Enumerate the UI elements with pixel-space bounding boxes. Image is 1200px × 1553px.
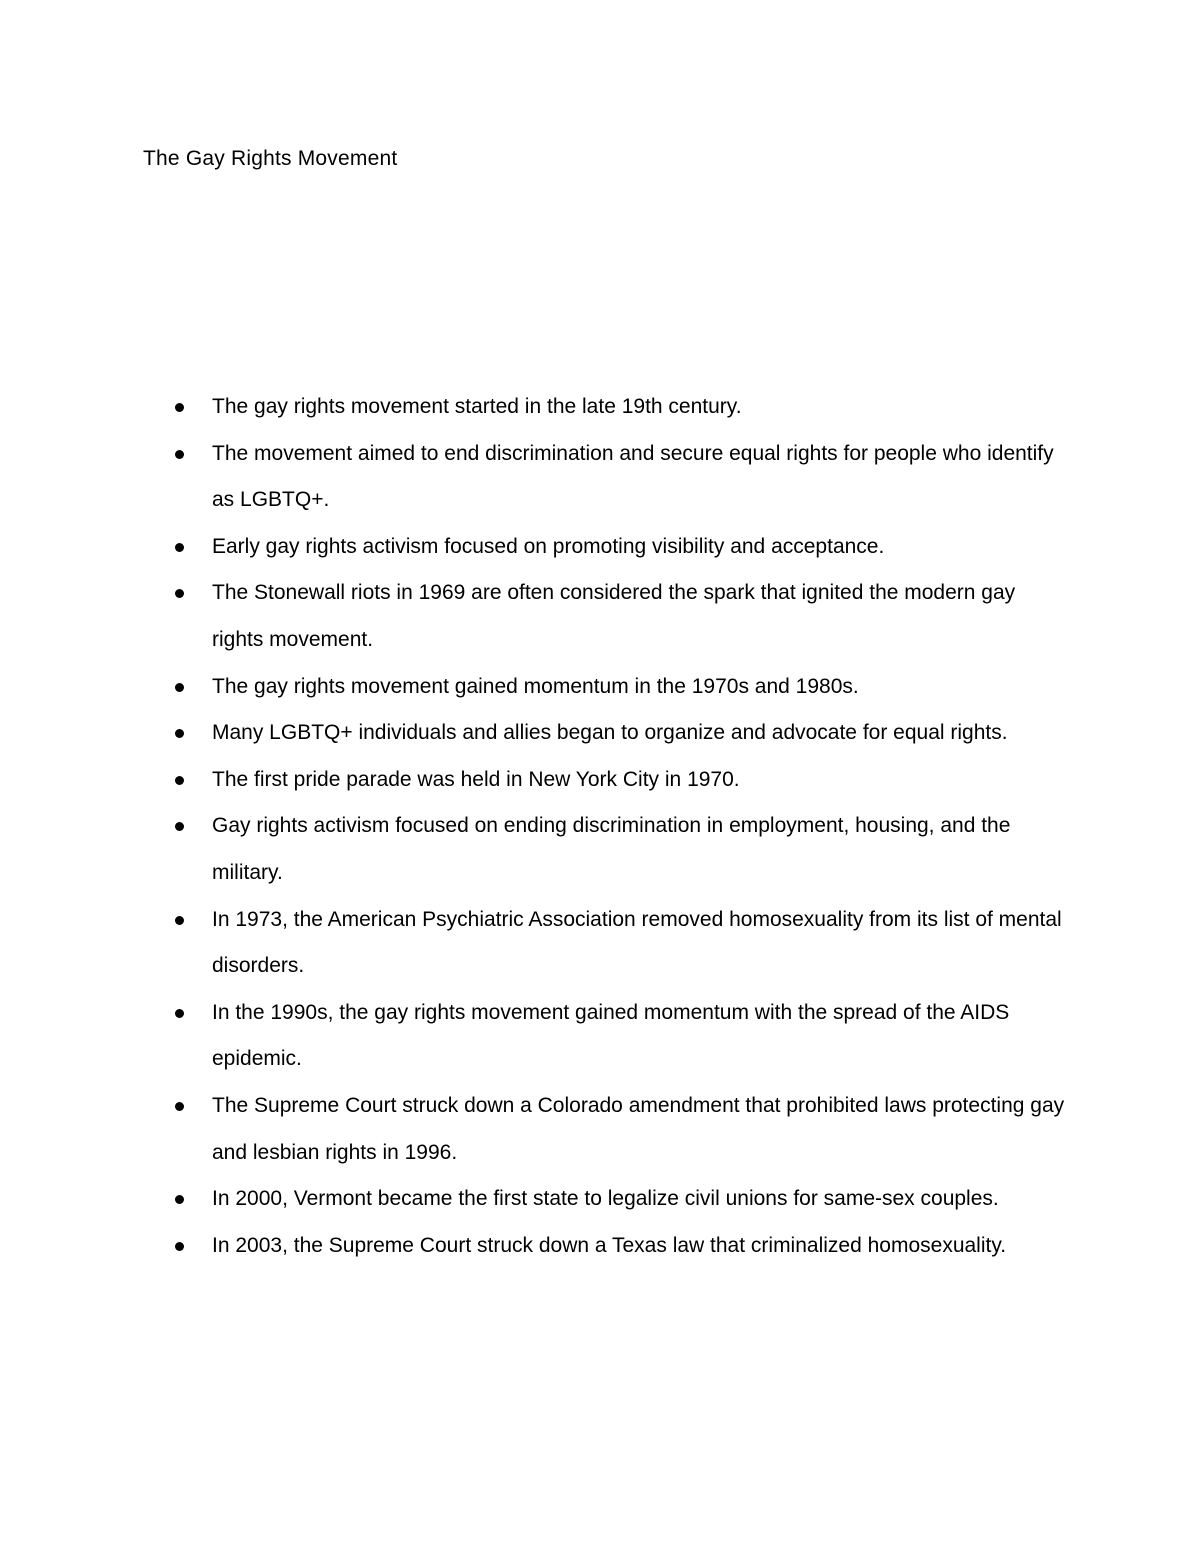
bullet-list bbox=[171, 384, 1071, 1269]
bullet-icon bbox=[175, 776, 184, 785]
list-item-text: Gay rights activism focused on ending discrimination in employment, housing, and the military. bbox=[212, 814, 1011, 884]
list-item bbox=[171, 524, 1071, 571]
bullet-icon bbox=[175, 1242, 184, 1251]
bullet-icon bbox=[175, 1195, 184, 1204]
list-item-text: The first pride parade was held in New York City in 1970. bbox=[212, 767, 740, 791]
list-item-text: Many LGBTQ+ individuals and allies began to organize and advocate for equal rights. bbox=[212, 721, 1008, 745]
list-item bbox=[171, 384, 1071, 431]
list-item bbox=[171, 897, 1071, 990]
list-item bbox=[171, 803, 1071, 896]
bullet-icon bbox=[175, 403, 184, 412]
list-item-text: In the 1990s, the gay rights movement gained momentum with the spread of the AIDS epidemic. bbox=[212, 1000, 1010, 1071]
list-item-text: The Supreme Court struck down a Colorado amendment that prohibited laws protecting gay and lesbian rights in 1996. bbox=[212, 1093, 1065, 1164]
list-item bbox=[171, 1223, 1071, 1270]
list-item bbox=[171, 757, 1071, 804]
bullet-icon bbox=[175, 916, 184, 925]
bullet-icon bbox=[175, 683, 184, 692]
list-item bbox=[171, 990, 1071, 1083]
bullet-icon bbox=[175, 543, 184, 552]
list-item-text: In 1973, the American Psychiatric Association removed homosexuality from its list of mental disorders. bbox=[212, 907, 1062, 978]
bullet-icon bbox=[175, 450, 184, 459]
list-item-text: The movement aimed to end discrimination and secure equal rights for people who identify as LGBTQ+. bbox=[212, 441, 1054, 512]
list-item bbox=[171, 664, 1071, 711]
bullet-icon bbox=[175, 729, 184, 738]
bullet-icon bbox=[175, 822, 184, 831]
list-item-text: The gay rights movement started in the late 19th century. bbox=[212, 395, 742, 418]
list-item-text: The Stonewall riots in 1969 are often considered the spark that ignited the modern gay rights movement. bbox=[212, 581, 1016, 651]
list-item-text: The gay rights movement gained momentum in the 1970s and 1980s. bbox=[212, 674, 859, 698]
list-item bbox=[171, 431, 1071, 524]
list-item bbox=[171, 1176, 1071, 1223]
list-item-text: In 2000, Vermont became the first state to legalize civil unions for same-sex couples. bbox=[212, 1187, 999, 1211]
bullet-icon bbox=[175, 1009, 184, 1018]
list-item bbox=[171, 1083, 1071, 1176]
list-item bbox=[171, 710, 1071, 757]
document-title: The Gay Rights Movement bbox=[143, 147, 398, 170]
list-item-text: In 2003, the Supreme Court struck down a Texas law that criminalized homosexuality. bbox=[212, 1233, 1007, 1257]
bullet-icon bbox=[175, 1102, 184, 1111]
list-item-text: Early gay rights activism focused on promoting visibility and acceptance. bbox=[212, 534, 885, 558]
list-item bbox=[171, 570, 1071, 663]
bullet-icon bbox=[175, 589, 184, 598]
